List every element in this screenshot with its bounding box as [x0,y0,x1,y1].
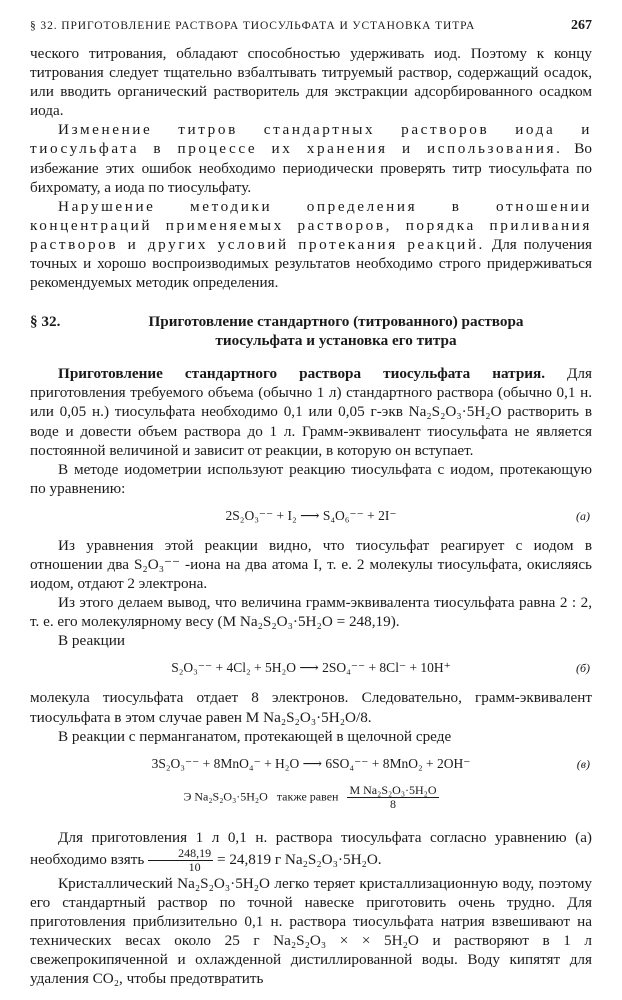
fraction-denominator: 8 [390,796,396,811]
section-title: Приготовление стандартного (титрованного) раствора тиосульфата и установка его титра [148,313,524,350]
paragraph-continuation: ческого титрования, обладают способностью удерживать иод. Поэтому к концу титрования следует тщательно взбалтывать титруемый раствор, содержащий осадок, или вводить органический растворитель для экстракции адсорбированного осадком иода. [30,45,592,120]
fraction-numerator: 248,19 [148,847,213,861]
equation-formula: S₂O₃⁻⁻ + 4Cl₂ + 5H₂O ⟶ 2SO₄⁻⁻ + 8Cl⁻ + 10H⁺ [171,660,451,676]
paragraph-after-b: молекула тиосульфата отдает 8 электронов. Следовательно, грамм-эквивалент тиосульфата в этом случае равен M Na₂S₂O₃·5H₂O/8. [30,689,592,726]
running-header [30,18,592,34]
section-heading [30,312,592,350]
fraction-denominator: 10 [188,859,201,874]
section-number: § 32. [30,313,61,331]
paragraph-reaction: В реакции [58,632,125,650]
paragraph-error-method [30,197,592,292]
page-number: 267 [571,18,592,33]
equivalent-fraction [347,784,438,811]
paragraph-error-titers [30,120,592,196]
equation-c [30,752,592,778]
spaced-text: Изменение титров стандартных растворов иода и тиосульфата в процессе их хранения и использования. [30,121,592,158]
paragraph-text: Для получения точных и хорошо воспроизводимых результатов необходимо строго придерживаться рекомендуемых методик определения. [30,235,592,292]
equation-label: (а) [576,508,590,523]
paragraph-text: Для приготовления 1 л 0,1 н. раствора тиосульфата согласно уравнению (а) необходимо взять [30,828,592,868]
equation-formula: 2S₂O₃⁻⁻ + I₂ ⟶ S₄O₆⁻⁻ + 2I⁻ [225,507,397,523]
spaced-text: Нарушение методики определения в отношении концентраций применяемых растворов, порядка приливания растворов и других условий протекания реакций. [30,197,592,253]
equation-a [30,504,592,530]
paragraph-text: Во избежание этих ошибок необходимо периодически проверять титр тиосульфата по бихромату, а иода по тиосульфату. [30,140,592,196]
paragraph-conclusion: Из этого делаем вывод, что величина грамм-эквивалента тиосульфата равна 2 : 2, т. е. его молекулярному весу (M Na₂S₂O₃·5H₂O = 248,19). [30,594,592,631]
equation-formula: 3S₂O₃⁻⁻ + 8MnO₄⁻ + H₂O ⟶ 6SO₄⁻⁻ + 8MnO₂ + 2OH⁻ [151,755,471,771]
paragraph-after-a: Из уравнения этой реакции видно, что тиосульфат реагирует с иодом в отношении два S₂O₃⁻⁻ -иона на два атома I, т. е. 2 молекулы тиосульфата, окисляясь иодом, отдают 2 электрона. [30,536,592,593]
paragraph-final: Кристаллический Na₂S₂O₃·5H₂O легко теряет кристаллизационную воду, поэтому его стандартный раствор по точной навеске приготовить очень трудно. Для приготовления приблизительно 0,1 н. раствора тиосульфата натрия взвешивают на технических весах около 25 г Na₂S₂O₃ × × 5H₂O и растворяют в 1 л свежепрокипяченной и охлажденной дистиллированной воды. Воду кипятят для удаления CO₂, чтобы предотвратить [30,874,592,988]
calc-result: = 24,819 г Na₂S₂O₃·5H₂O. [216,850,382,868]
equation-label: (в) [576,756,590,771]
calc-fraction [148,847,213,874]
paragraph-text: Для приготовления требуемого объема (обычно 1 л) стандартного раствора (обычно 0,1 н. или 0,05 н.) тиосульфата необходимо 0,1 или 0,05 г-экв Na₂S₂O₃·5H₂O растворить в воде и довести объем раствора до 1 л. Грамм-эквивалент тиосульфата не является постоянной величиной и зависит от реакции, в которую он вступает. [30,365,592,459]
paragraph-calculation [30,828,592,874]
paragraph-permanganate: В реакции с перманганатом, протекающей в щелочной среде [58,727,452,745]
equivalent-left: Э Na₂S₂O₃·5H₂O [183,788,268,803]
equivalent-formula [30,784,592,818]
page [30,18,592,988]
equation-label: (б) [575,661,590,676]
paragraph-preparation [30,364,592,459]
equation-b [30,656,592,682]
equivalent-mid: также равен [276,788,339,803]
header-title: § 32. ПРИГОТОВЛЕНИЕ РАСТВОРА ТИОСУЛЬФАТА И УСТАНОВКА ТИТРА [30,20,476,32]
bold-lead: Приготовление стандартного раствора тиосульфата натрия. [58,365,546,383]
paragraph-method: В методе иодометрии используют реакцию тиосульфата с иодом, протекающую по уравнению: [30,460,592,497]
fraction-numerator: M Na₂S₂O₃·5H₂O [349,782,437,797]
